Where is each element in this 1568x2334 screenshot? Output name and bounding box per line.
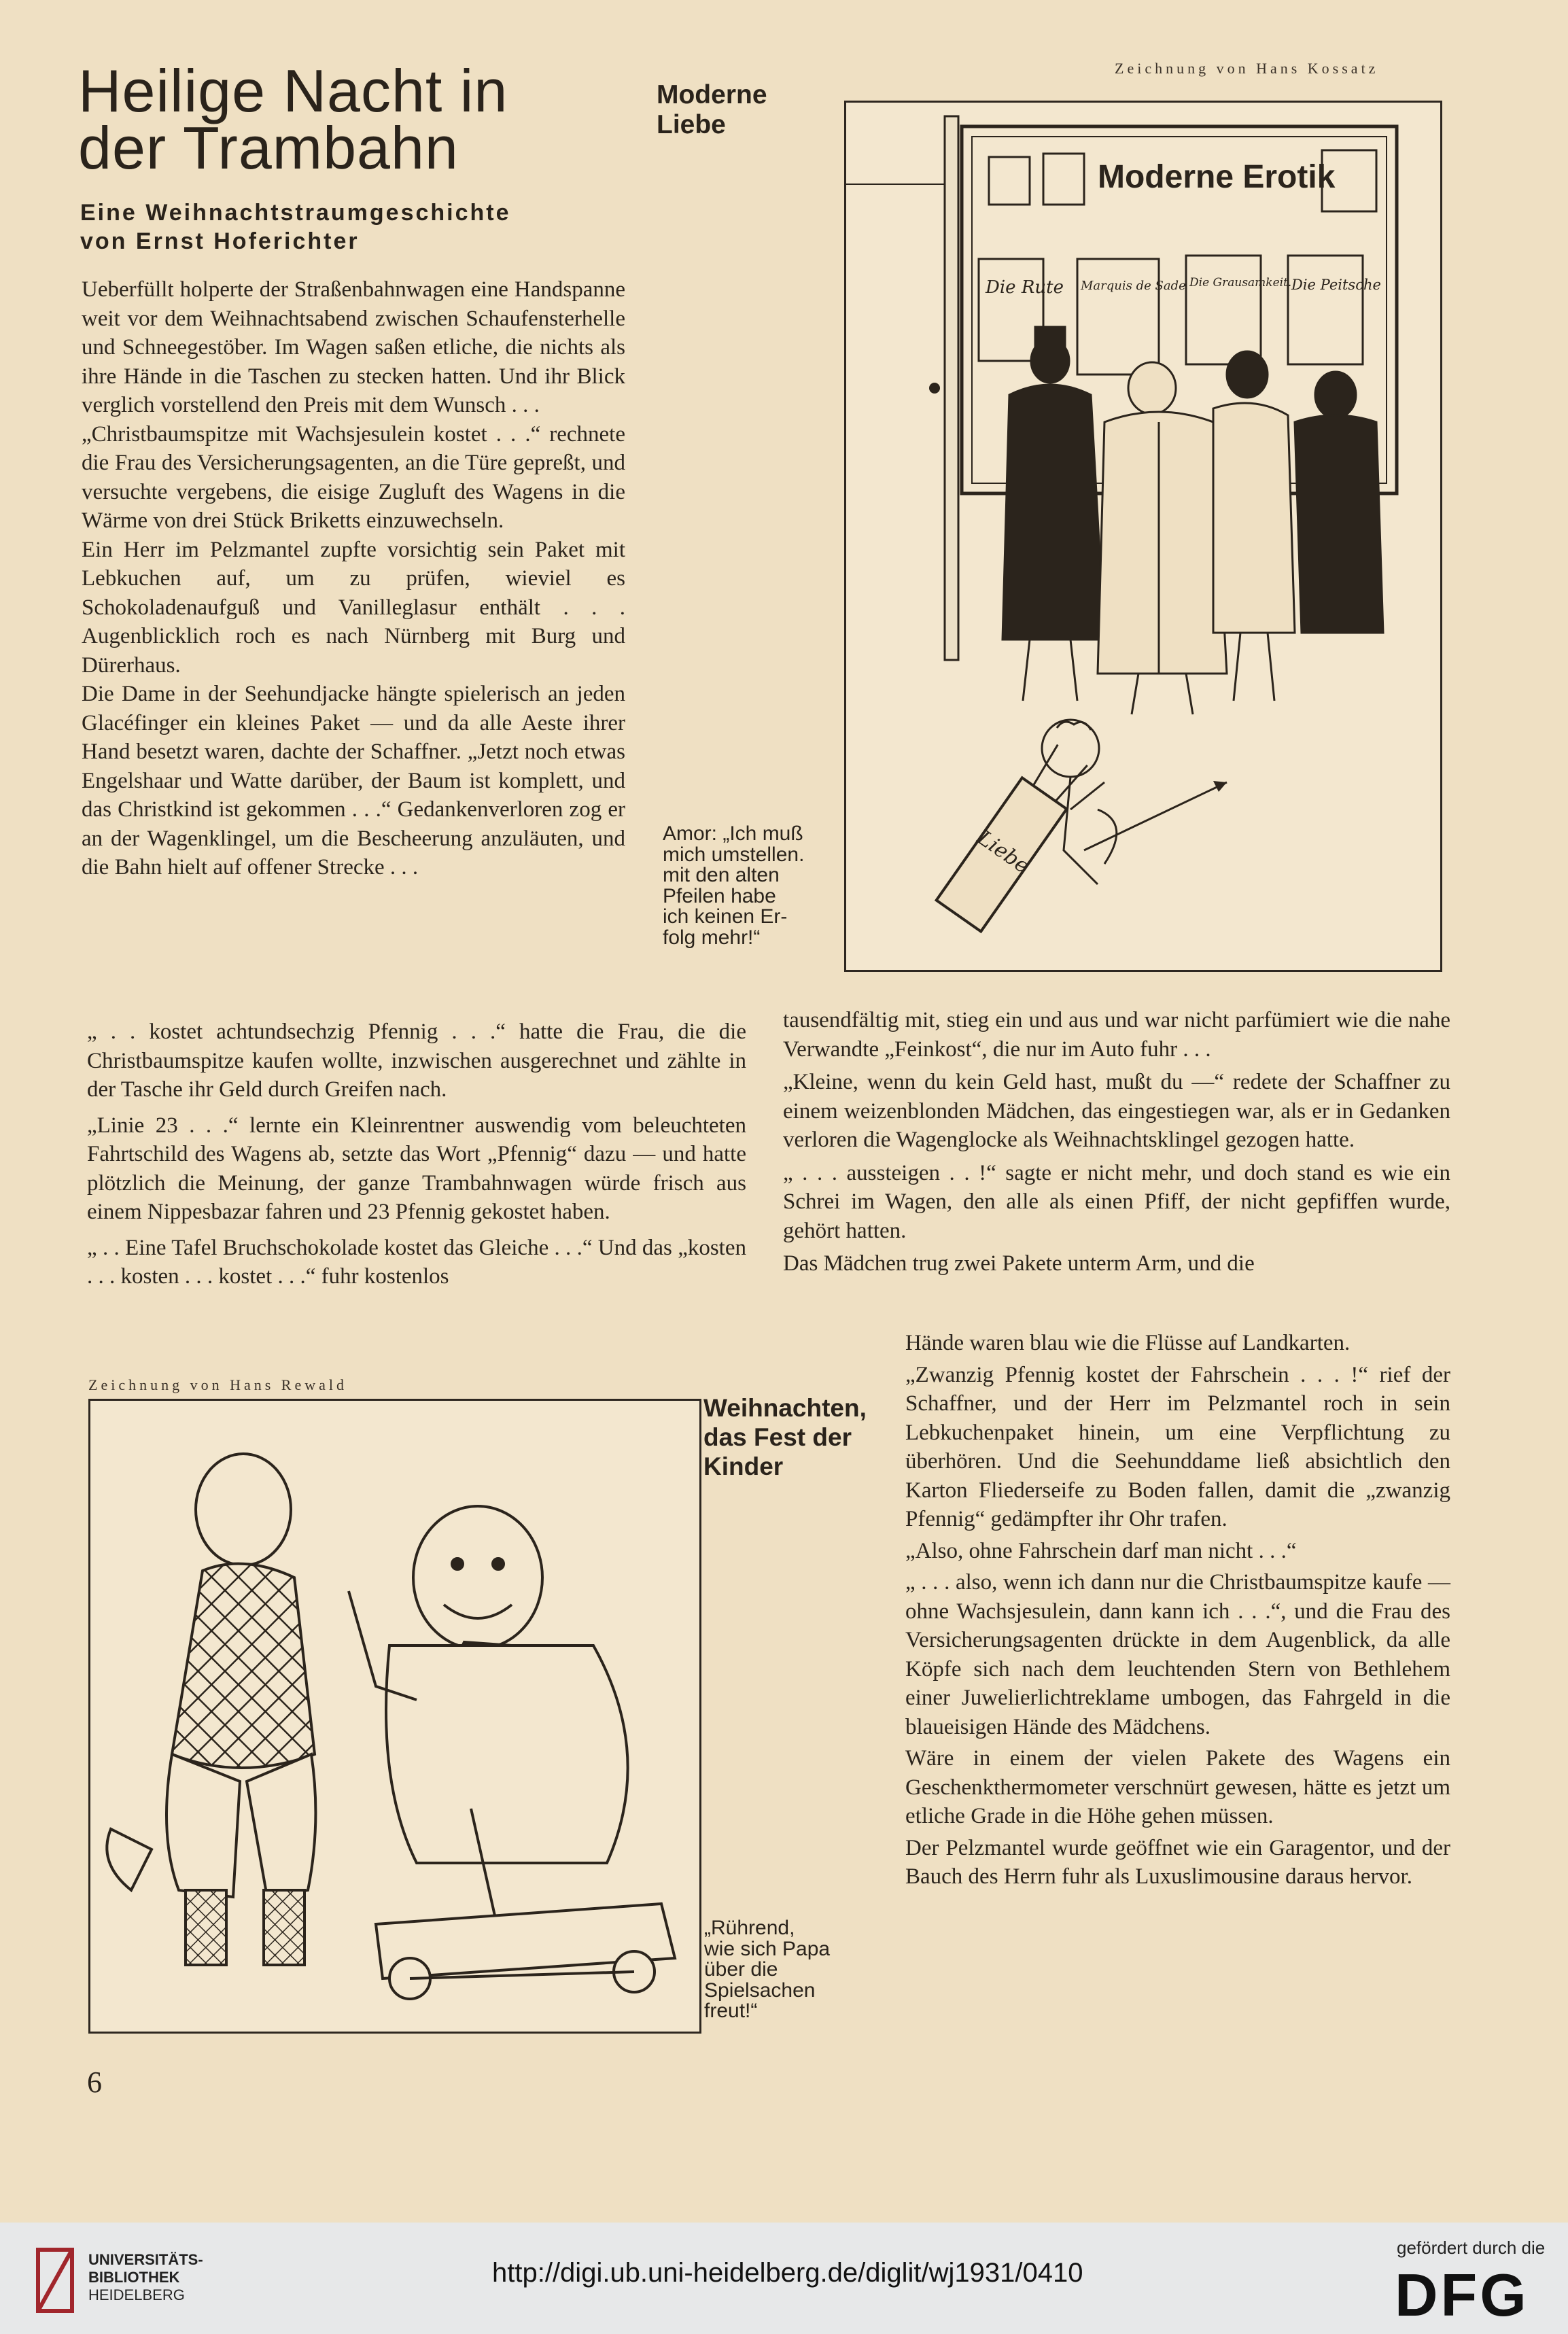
footer-bar bbox=[0, 2223, 1568, 2334]
paragraph: Das Mädchen trug zwei Pakete unterm Arm, und die bbox=[783, 1251, 1255, 1276]
bottom-kicker-line-2: das Fest der bbox=[703, 1423, 852, 1451]
bottom-kicker-line-3: Kinder bbox=[703, 1452, 784, 1480]
library-name-line: HEIDELBERG bbox=[88, 2286, 185, 2303]
quiver-label: Liebe bbox=[973, 826, 1034, 879]
top-kicker-line-2: Liebe bbox=[657, 110, 726, 139]
book-grausamkeit bbox=[1186, 256, 1261, 364]
caption-line: Spielsachen bbox=[704, 1979, 816, 2002]
paragraph: Ueberfüllt holperte der Straßenbahnwagen eine Handspanne weit vor dem Weihnachtsabend zwischen Schaufensterhelle und Schneegestöber. Im Wagen saßen etliche, die nichts als ihre Hände in die Taschen zu stecken hatten. Und ihr Blick verglich vorstellend den Preis mit dem Wunsch . . . bbox=[82, 277, 625, 417]
funding-note: gefördert durch die bbox=[1397, 2237, 1546, 2258]
crowd-figures bbox=[1003, 327, 1383, 714]
arrow-head-icon bbox=[1213, 781, 1227, 792]
top-cartoon-caption bbox=[663, 824, 839, 948]
poster-2 bbox=[1043, 154, 1084, 205]
top-kicker-line-1: Moderne bbox=[657, 80, 767, 109]
paragraph: Der Pelzmantel wurde geöffnet wie ein Garagentor, und der Bauch des Herrn fuhr als Luxuslimousine daraus hervor. bbox=[905, 1835, 1450, 1889]
middle-column bbox=[87, 1017, 746, 1291]
caption-line: folg mehr!“ bbox=[663, 926, 761, 949]
paragraph: „Kleine, wenn du kein Geld hast, mußt du —“ redete der Schaffner zu einem weizenblonden Mädchen, das eingestiegen war, als er in Gedanken verloren die Wagenglocke als Weihnachtsklingel gezogen hatte. bbox=[783, 1070, 1450, 1152]
library-name-line: BIBLIOTHEK bbox=[88, 2269, 180, 2286]
paragraph: „Linie 23 . . .“ lernte ein Kleinrentner auswendig vom beleuchteten Fahrtschild des Wagens ab, setzte das Wort „Pfennig“ dazu — und hatte plötzlich die Meinung, der ganze Trambahnwagen würde frisch aus einem Nippesbazar fahren und 23 Pfennig gekostet haben. bbox=[87, 1113, 746, 1224]
top-cartoon-frame bbox=[844, 101, 1442, 972]
bottom-cartoon-caption bbox=[704, 1918, 888, 2022]
papa-figure bbox=[349, 1506, 628, 1959]
book-rute bbox=[979, 259, 1043, 361]
paragraph: tausendfältig mit, stieg ein und aus und war nicht parfümiert wie die nahe Verwandte „Feinkost“, die nur im Auto fuhr . . . bbox=[783, 1008, 1450, 1062]
source-url-link[interactable]: http://digi.ub.uni-heidelberg.de/diglit/wj1931/0410 bbox=[492, 2258, 1083, 2288]
library-name-line: UNIVERSITÄTS- bbox=[88, 2251, 203, 2268]
page-number: 6 bbox=[87, 2066, 102, 2099]
door-frame bbox=[945, 116, 958, 660]
title-line-2: der Trambahn bbox=[78, 114, 459, 181]
paragraph: „Also, ohne Fahrschein darf man nicht . . .“ bbox=[905, 1538, 1297, 1563]
paragraph: Wäre in einem der vielen Pakete des Wagens ein Geschenkthermometer verschnürt gewesen, hätte es jetzt um etliche Grade in die Höhe gehen müssen. bbox=[905, 1746, 1450, 1828]
paragraph: „ . . . also, wenn ich dann nur die Christbaumspitze kaufe — ohne Wachsjesulein, dann kann ich . . .“, und die Frau des Versicherungsagenten drückte in dem Augenblick, da alle Köpfe sich nach dem leuchtenden Stern von Bethlehem einer Juwelierlichtreklame umbogen, das Fahrgeld in die blaueisigen Hände des Mädchens. bbox=[905, 1570, 1450, 1739]
book-peitsche bbox=[1288, 256, 1363, 364]
article-title bbox=[78, 57, 642, 181]
book-grausamkeit-title: Die Grausamkeit. bbox=[1189, 276, 1292, 290]
caption-line: mit den alten bbox=[663, 864, 780, 886]
left-column bbox=[82, 275, 625, 882]
subtitle-line-2: von Ernst Hoferichter bbox=[80, 228, 360, 254]
boy-figure bbox=[107, 1454, 315, 1965]
bottom-cartoon-frame bbox=[88, 1399, 701, 2034]
door-knob-icon bbox=[929, 383, 940, 394]
bottom-kicker-line-1: Weihnachten, bbox=[703, 1394, 867, 1422]
book-rute-title: Die Rute bbox=[986, 277, 1064, 298]
toy-car-icon bbox=[376, 1904, 675, 1999]
caption-line: Pfeilen habe bbox=[663, 884, 776, 907]
paragraph: „Christbaumspitze mit Wachsjesulein kostet . . .“ rechnete die Frau des Versicherungsagenten, an die Türe gepreßt, und versuchte vergebens, die eisige Zugluft des Wagens in die Wärme von drei Stück Briketts einzuwechseln. bbox=[82, 421, 625, 533]
poster-1 bbox=[989, 157, 1030, 205]
paragraph: „ . . kostet achtundsechzig Pfennig . . .“ hatte die Frau, die die Christbaumspitze kaufen wollte, inzwischen ausgerechnet und zählte in der Tasche ihr Geld durch Greifen nach. bbox=[87, 1020, 746, 1102]
article-subtitle bbox=[80, 198, 644, 256]
university-library-logo-icon bbox=[33, 2243, 80, 2318]
top-cartoon-kicker bbox=[657, 80, 792, 140]
paragraph: Ein Herr im Pelzmantel zupfte vorsichtig sein Paket mit Lebkuchen auf, um zu prüfen, wieviel es Schokoladenaufguß und Vanilleglasur enthält . . . Augenblicklich roch es nach Nürnberg mit Burg und Dürerhaus. bbox=[82, 537, 625, 678]
sign-moderne-erotik: Moderne Erotik bbox=[1098, 159, 1336, 195]
dfg-logo: DFG bbox=[1395, 2261, 1529, 2329]
book-peitsche-title: Die Peitsche bbox=[1291, 277, 1381, 293]
caption-line: ich keinen Er- bbox=[663, 905, 788, 928]
caption-line: wie sich Papa bbox=[704, 1937, 831, 1960]
caption-line: „Rührend, bbox=[704, 1917, 795, 1939]
paragraph: Hände waren blau wie die Flüsse auf Landkarten. bbox=[905, 1331, 1351, 1355]
quiver-icon bbox=[935, 737, 1095, 932]
book-sade-title: Marquis de Sade bbox=[1081, 279, 1186, 293]
bottom-cartoon-drawing bbox=[90, 1401, 699, 2032]
top-cartoon-credit: Zeichnung von Hans Kossatz bbox=[1115, 60, 1379, 77]
paragraph: „ . . . aussteigen . . !“ sagte er nicht mehr, und doch stand es wie ein Schrei im Wagen, den alle als einen Pfiff, der nicht gepfiffen wurde, gehört hatten. bbox=[783, 1160, 1450, 1243]
paragraph: „ . . Eine Tafel Bruchschokolade kostet das Gleiche . . .“ Und das „kosten . . . kosten . . . kostet . . .“ fuhr kostenlos bbox=[87, 1235, 746, 1289]
subtitle-line-1: Eine Weihnachtstraumgeschichte bbox=[80, 200, 511, 226]
arrow-icon bbox=[1084, 782, 1227, 850]
caption-line: über die bbox=[704, 1958, 778, 1981]
bottom-cartoon-credit: Zeichnung von Hans Rewald bbox=[88, 1376, 347, 1393]
paragraph: „Zwanzig Pfennig kostet der Fahrschein . . . !“ rief der Schaffner, und der Herr im Pelzmantel roch in sein Lebkuchenpaket hinein, um eine Verpflichtung zu überhören. Und die Seehunddame ließ absichtlich den Karton Fliederseife zu Boden fallen, damit die „zwanzig Pfennig“ gedämpfter ihr Ohr trafen. bbox=[905, 1362, 1450, 1531]
caption-line: mich umstellen. bbox=[663, 843, 805, 866]
caption-line: Amor: „Ich muß bbox=[663, 822, 803, 845]
book-sade bbox=[1077, 259, 1159, 375]
paragraph: Die Dame in der Seehundjacke hängte spielerisch an jeden Glacéfinger ein kleines Paket — und da alle Aeste ihrer Hand besetzt waren, dachte der Schaffner. „Jetzt noch etwas Engelshaar und Watte darüber, der Baum ist komplett, und das Christkind ist gekommen . . .“ Gedankenverloren zog er an der Wagenklingel, um die Bescheerung anzuläuten, und die Bahn hielt auf offener Strecke . . . bbox=[82, 682, 625, 879]
library-name bbox=[88, 2251, 203, 2304]
bottom-cartoon-kicker bbox=[703, 1393, 880, 1481]
right-column-bottom bbox=[905, 1329, 1450, 1892]
title-line-1: Heilige Nacht in bbox=[78, 57, 508, 124]
right-column-top bbox=[783, 1006, 1450, 1278]
caption-line: freut!“ bbox=[704, 2000, 758, 2022]
top-cartoon-drawing bbox=[846, 103, 1440, 970]
